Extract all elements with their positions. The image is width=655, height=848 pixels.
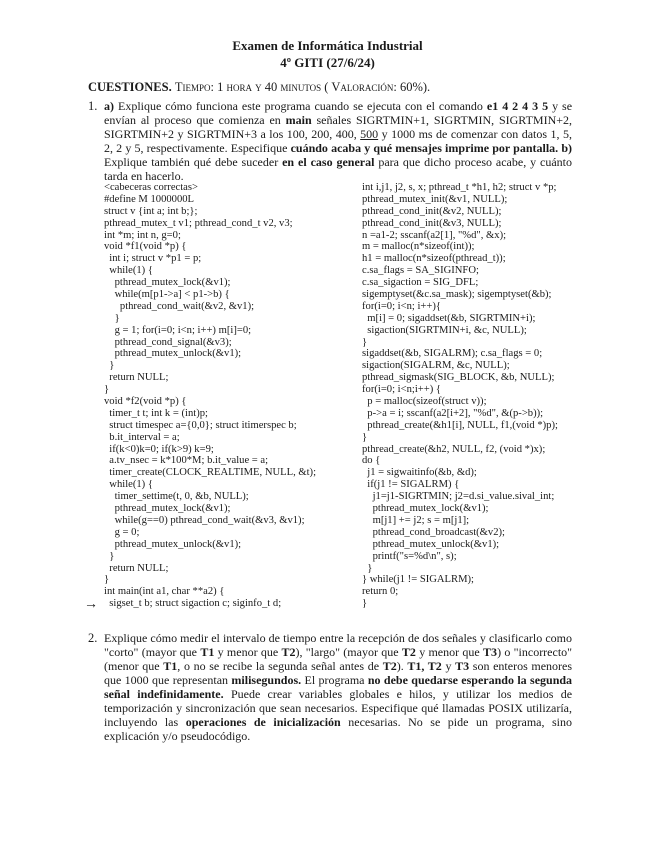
q2-t1b: T1	[163, 659, 178, 673]
code-right-line: pthread_sigmask(SIG_BLOCK, &b, NULL);	[362, 372, 555, 384]
code-right-line: j1 = sigwaitinfo(&b, &d);	[362, 467, 477, 479]
code-right-line: pthread_mutex_unlock(&v1);	[362, 538, 500, 550]
q1-bold-1: cuándo acaba y qué mensajes imprime por pantalla.	[290, 141, 559, 155]
q1-command: e1 4 2 4 3 5	[486, 99, 549, 113]
code-left-line: sigset_t b; struct sigaction c; siginfo_t d;	[104, 598, 282, 610]
code-right-line: if(j1 != SIGALRM) {	[362, 479, 460, 491]
code-left-line: int i; struct v *p1 = p;	[104, 253, 202, 265]
q1-bold-2: en el caso general	[282, 155, 375, 169]
code-right-line: sigemptyset(&c.sa_mask); sigemptyset(&b);	[362, 289, 552, 301]
code-left-line: struct timespec a={0,0}; struct itimerspec b;	[104, 419, 297, 431]
question-2-text	[104, 631, 572, 743]
q2-t3b: T3	[455, 659, 470, 673]
code-left-line: return NULL;	[104, 562, 169, 574]
code-right-line: return 0;	[362, 586, 399, 598]
code-right-line: pthread_create(&h1[i], NULL, f1,(void *)p);	[362, 419, 558, 431]
code-left-line: }	[104, 550, 115, 562]
q2-text-k: Puede crear variables globales e hilos, y utilizar los medios de temporización y sincronización que sean necesarios. Especifique qué llamadas POSIX utilizaría, incluyendo las	[104, 687, 573, 729]
code-right-line: p = malloc(sizeof(struct v));	[362, 396, 487, 408]
q1-part-a: a)	[104, 99, 114, 113]
code-right-line: }	[362, 336, 368, 348]
code-right-line: pthread_mutex_init(&v1, NULL);	[362, 193, 508, 205]
code-right-line: m[j1] += j2; s = m[j1];	[362, 514, 470, 526]
code-left-line: void *f1(void *p) {	[104, 241, 187, 253]
q2-text-b: y menor que	[217, 645, 279, 659]
code-left-line: }	[104, 574, 110, 586]
code-right-line: for(i=0; i<n;i++) {	[362, 384, 441, 396]
q2-text-c: ), "largo" (mayor que	[295, 645, 399, 659]
code-right-line: for(i=0; i<n; i++){	[362, 300, 441, 312]
question-2-number: 2.	[88, 631, 98, 645]
cuestiones-header	[88, 80, 430, 95]
code-right-line: c.sa_sigaction = SIG_DFL;	[362, 277, 479, 289]
code-right-line: pthread_cond_init(&v3, NULL);	[362, 217, 502, 229]
code-right-line: }	[362, 598, 368, 610]
code-right-line: int i,j1, j2, s, x; pthread_t *h1, h2; struct v *p;	[362, 182, 557, 193]
exam-subtitle: 4º GITI (27/6/24)	[280, 55, 375, 70]
code-left-line: a.tv_nsec = k*100*M; b.it_value = a;	[104, 455, 269, 467]
code-left-line: timer_t t; int k = (int)p;	[104, 407, 208, 419]
code-right-line: m[i] = 0; sigaddset(&b, SIGRTMIN+i);	[362, 312, 536, 324]
code-left-line: timer_create(CLOCK_REALTIME, NULL, &t);	[104, 467, 317, 479]
code-left-line: void *f2(void *p) {	[104, 396, 187, 408]
code-right-line: pthread_mutex_lock(&v1);	[362, 503, 489, 515]
code-right-line: j1=j1-SIGRTMIN; j2=d.si_value.sival_int;	[362, 491, 555, 503]
q1-text-4: y 1000 ms de comenzar con datos 1, 5, 2, 2 y 5, respectivamente. Especifique	[104, 127, 572, 155]
code-left-line: pthread_mutex_t v1; pthread_cond_t v2, v3;	[104, 217, 293, 229]
q2-text-e: ) o "incorrecto" (menor que	[104, 645, 573, 673]
code-left-line: pthread_mutex_unlock(&v1);	[104, 348, 242, 360]
code-right-line: c.sa_flags = SA_SIGINFO;	[362, 265, 479, 277]
code-listing-left	[104, 182, 316, 610]
code-left-line: b.it_interval = a;	[104, 431, 180, 443]
code-right-line: m = malloc(n*sizeof(int));	[362, 241, 475, 253]
code-left-line: while(1) {	[104, 479, 153, 491]
code-left-line: g = 1; for(i=0; i<n; i++) m[i]=0;	[104, 324, 252, 336]
q2-milisegundos: milisegundos.	[231, 673, 302, 687]
code-left-line: while(g==0) pthread_cond_wait(&v3, &v1);	[104, 514, 305, 526]
question-1-number: 1.	[88, 99, 98, 113]
code-right-line: } while(j1 != SIGALRM);	[362, 574, 474, 586]
q2-t1-t2: T1, T2	[407, 659, 442, 673]
code-left-line: while(m[p1->a] < p1->b) {	[104, 289, 230, 301]
q2-t2c: T2	[382, 659, 397, 673]
code-left-line: pthread_mutex_lock(&v1);	[104, 503, 231, 515]
code-left-line: int *m; int n, g=0;	[104, 229, 181, 241]
q2-text-h: y	[445, 659, 452, 673]
code-left-line: while(1) {	[104, 265, 153, 277]
code-right-line: do {	[362, 455, 381, 467]
code-right-line: h1 = malloc(n*sizeof(pthread_t));	[362, 253, 506, 265]
q1-text-1: Explique cómo funciona este programa cuando se ejecuta con el comando	[117, 99, 483, 113]
code-right-line: sigaction(SIGRTMIN+i, &c, NULL);	[362, 324, 527, 336]
code-right-line: n =a1-2; sscanf(a2[1], "%d", &x);	[362, 229, 507, 241]
cuestiones-time: Tiempo: 1 hora y 40 minutos	[174, 80, 322, 94]
code-left-line: int main(int a1, char **a2) {	[104, 586, 225, 598]
code-right-line: p->a = i; sscanf(a2[i+2], "%d", &(p->b));	[362, 407, 544, 419]
cuestiones-weight: ( Valoración: 60%).	[324, 80, 431, 94]
q2-text-j: El programa	[304, 673, 365, 687]
code-left-line: if(k<0)k=0; if(k>9) k=9;	[104, 443, 214, 455]
code-right-line: pthread_create(&h2, NULL, f2, (void *)x);	[362, 443, 546, 455]
code-left-line: pthread_mutex_lock(&v1);	[104, 277, 231, 289]
code-left-line: return NULL;	[104, 372, 169, 384]
code-left-line: timer_settime(t, 0, &b, NULL);	[104, 491, 249, 503]
code-left-line: pthread_cond_wait(&v2, &v1);	[104, 300, 255, 312]
q2-t1: T1	[200, 645, 215, 659]
code-left-line: pthread_mutex_unlock(&v1);	[104, 538, 242, 550]
q1-part-b: b)	[561, 141, 573, 155]
code-right-line: printf("s=%d\n", s);	[362, 550, 457, 562]
code-right-line: }	[362, 431, 368, 443]
code-left-line: #define M 1000000L	[104, 193, 195, 205]
q2-bold-1: no debe quedarse esperando la segunda señal indefinidamente.	[104, 673, 573, 701]
code-right-line: pthread_cond_init(&v2, NULL);	[362, 205, 502, 217]
q2-text-a: Explique cómo medir el intervalo de tiempo entre la recepción de dos señales y clasificarlo como "corto" (mayor que	[104, 631, 572, 659]
code-left-line: pthread_cond_signal(&v3);	[104, 336, 232, 348]
code-left-line: }	[104, 384, 110, 396]
q1-text-5: Explique también qué debe suceder	[104, 155, 279, 169]
cuestiones-label: CUESTIONES.	[88, 80, 172, 94]
q2-t3: T3	[483, 645, 498, 659]
q2-text-g: ).	[396, 659, 404, 673]
q2-text-d: y menor que	[419, 645, 480, 659]
code-left-line: }	[104, 312, 120, 324]
q1-text-3: señales SIGRTMIN+1, SIGRTMIN, SIGRTMIN+2, SIGRTMIN+2 y SIGRTMIN+3 a los 100, 200, 400,	[104, 113, 573, 141]
code-left-line: }	[104, 360, 115, 372]
q2-bold-2: operaciones de inicialización	[185, 715, 341, 729]
code-right-line: sigaddset(&b, SIGALRM); c.sa_flags = 0;	[362, 348, 543, 360]
exam-title: Examen de Informática Industrial	[232, 38, 423, 53]
margin-arrow-mark: →	[84, 597, 98, 612]
code-right-line: pthread_cond_broadcast(&v2);	[362, 526, 505, 538]
code-right-line: sigaction(SIGALRM, &c, NULL);	[362, 360, 510, 372]
q1-500: 500	[360, 127, 379, 141]
q2-t2b: T2	[401, 645, 416, 659]
q1-text-6: para que dicho proceso acabe, y cuánto tarda en hacerlo.	[104, 155, 572, 183]
question-1-text	[104, 99, 572, 183]
q2-text-l: necesarias. No se pide un programa, sino explicación y/o pseudocódigo.	[104, 715, 572, 743]
q2-t2: T2	[281, 645, 296, 659]
code-listing-right	[362, 182, 558, 610]
code-left-line: struct v {int a; int b;};	[104, 205, 198, 217]
q2-text-i: son enteros menores que 1000 que representan	[104, 659, 573, 687]
q2-text-f: , o no se recibe la segunda señal antes de	[177, 659, 380, 673]
q1-main: main	[285, 113, 312, 127]
code-left-line: <cabeceras correctas>	[104, 182, 198, 193]
q1-text-2: y se envían al proceso que comienza en	[104, 99, 573, 127]
code-right-line: }	[362, 562, 373, 574]
code-left-line: g = 0;	[104, 526, 140, 538]
